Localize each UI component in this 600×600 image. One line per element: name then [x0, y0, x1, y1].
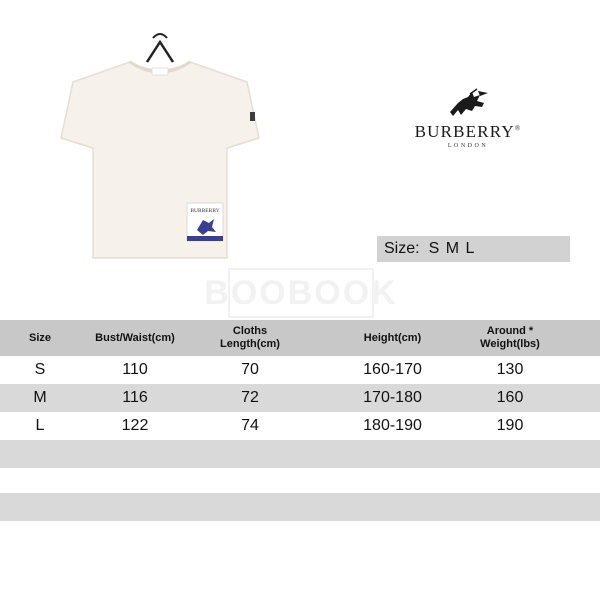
- cell-size: S: [34, 361, 46, 378]
- header-size: Size: [28, 331, 51, 344]
- size-values: S M L: [428, 240, 476, 257]
- cell-length: 74: [241, 417, 259, 434]
- header-cloths-length: Cloths Length(cm): [220, 325, 280, 350]
- cell-height: 170-180: [363, 389, 422, 406]
- brand-logo: [398, 88, 538, 158]
- cell-weight: 160: [496, 389, 524, 406]
- brand-city: LONDON: [447, 143, 489, 149]
- cell-bust-waist: 122: [121, 417, 149, 434]
- tshirt-image: [35, 20, 285, 270]
- size-summary: [377, 236, 570, 262]
- brand-name: BURBERRY: [414, 122, 515, 141]
- hanger-icon: [147, 42, 173, 62]
- size-chart-table: [0, 320, 600, 440]
- cell-height: 180-190: [363, 417, 422, 434]
- cell-bust-waist: 110: [122, 361, 148, 378]
- product-photo: [35, 20, 285, 270]
- cell-height: 160-170: [363, 361, 422, 378]
- size-label: Size:: [384, 240, 420, 257]
- cell-weight: 190: [496, 417, 524, 434]
- watermark: BOOBOOK: [228, 268, 374, 318]
- cell-weight: 130: [496, 361, 524, 378]
- table-row: [0, 356, 600, 384]
- cell-length: 70: [241, 361, 259, 378]
- cell-length: 72: [241, 389, 259, 406]
- empty-table-band: [0, 493, 600, 521]
- header-height: Height(cm): [363, 331, 422, 344]
- header-weight: Around * Weight(lbs): [480, 325, 540, 350]
- equestrian-knight-icon: [444, 88, 492, 120]
- empty-table-band: [0, 440, 600, 468]
- table-row: [0, 384, 600, 412]
- shirt-label-text: BURBERRY: [190, 208, 220, 214]
- header-bust-waist: Bust/Waist(cm): [95, 331, 175, 344]
- table-header-row: [0, 320, 600, 356]
- trademark-symbol: ®: [514, 124, 522, 133]
- table-row: [0, 412, 600, 440]
- cell-size: M: [33, 389, 47, 406]
- cell-bust-waist: 116: [122, 389, 148, 406]
- cell-size: L: [35, 417, 45, 434]
